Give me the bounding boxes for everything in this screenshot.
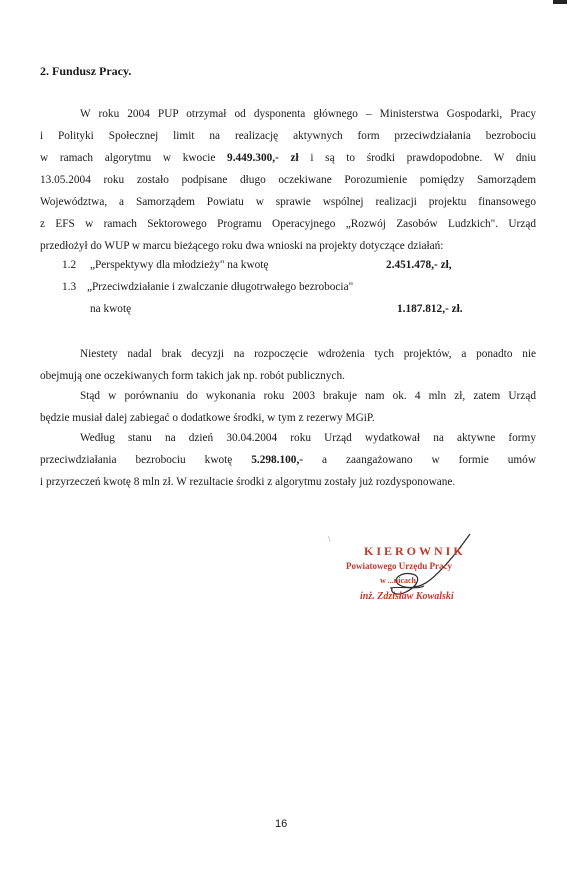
stamp-location: w ...nicach	[380, 576, 416, 585]
item-1-number: 1.2	[62, 259, 77, 271]
p2-line: Niestety nadal brak decyzji na rozpoczęcie wdrożenia tych projektów, a ponadto nie	[80, 348, 536, 360]
p1-line: i Polityki Społecznej limit na realizację aktywnych form przeciwdziałania bezrobociu	[40, 130, 536, 142]
p1-line: W roku 2004 PUP otrzymał od dysponenta głównego – Ministerstwa Gospodarki, Pracy	[80, 108, 536, 120]
page-number: 16	[275, 818, 288, 830]
item-2-amount: 1.187.812,- zł.	[397, 303, 463, 315]
text-segment: a zaangażowano w formie umów	[303, 454, 536, 466]
p2-line: obejmują one oczekiwanych form takich jak np. robót publicznych.	[40, 370, 345, 382]
p1-line	[40, 147, 536, 169]
stamp-signatory: inż. Zdzisław Kowalski	[360, 591, 454, 602]
item-1-text: „Perspektywy dla młodzieży" na kwotę	[90, 259, 269, 271]
item-2-number: 1.3	[62, 281, 77, 293]
item-2-text-cont: na kwotę	[90, 303, 132, 315]
item-1-amount: 2.451.478,- zł,	[386, 259, 452, 271]
stamp-title: KIEROWNIK	[364, 544, 466, 558]
paragraph-1	[40, 103, 536, 257]
amount-highlight: 9.449.300,- zł	[227, 152, 299, 164]
p1-line: przedłożył do WUP w marcu bieżącego roku dwa wnioski na projekty dotyczące działań:	[40, 240, 444, 252]
scan-artifact	[553, 0, 567, 4]
paragraph-3	[40, 385, 536, 429]
paragraph-4	[40, 427, 536, 493]
paragraph-2	[40, 343, 536, 387]
p3-line: Stąd w porównaniu do wykonania roku 2003 brakuje nam ok. 4 mln zł, zatem Urząd	[80, 390, 536, 402]
p4-line: Według stanu na dzień 30.04.2004 roku Urząd wydatkował na aktywne formy	[80, 432, 536, 444]
amount-highlight: 5.298.100,-	[251, 454, 304, 466]
p1-line: Województwa, a Samorządem Powiatu w sprawie wspólnej realizacji projektu finansowego	[40, 196, 536, 208]
stamp-office: Powiatowego Urzędu Pracy	[346, 561, 452, 571]
text-segment: w ramach algorytmu w kwocie	[40, 152, 228, 164]
text-segment: przeciwdziałania bezrobociu kwotę	[40, 454, 252, 466]
official-stamp	[320, 528, 510, 618]
p1-line: z EFS w ramach Sektorowego Programu Operacyjnego „Rozwój Zasobów Ludzkich". Urząd	[40, 218, 536, 230]
signature-icon	[320, 528, 510, 618]
p3-line: będzie musiał dalej zabiegać o dodatkowe środki, w tym z rezerwy MGiP.	[40, 412, 375, 424]
text-segment: i są to środki prawdopodobne. W dniu	[298, 152, 536, 164]
p4-line: i przyrzeczeń kwotę 8 mln zł. W rezultacie środki z algorytmu zostały już rozdysponowane.	[40, 476, 456, 488]
item-2-text: „Przeciwdziałanie i zwalczanie długotrwałego bezrobocia"	[87, 281, 354, 293]
p1-line: 13.05.2004 roku zostało podpisane długo oczekiwane Porozumienie pomiędzy Samorządem	[40, 174, 536, 186]
section-heading: 2. Fundusz Pracy.	[40, 64, 132, 78]
p4-line	[40, 449, 536, 471]
